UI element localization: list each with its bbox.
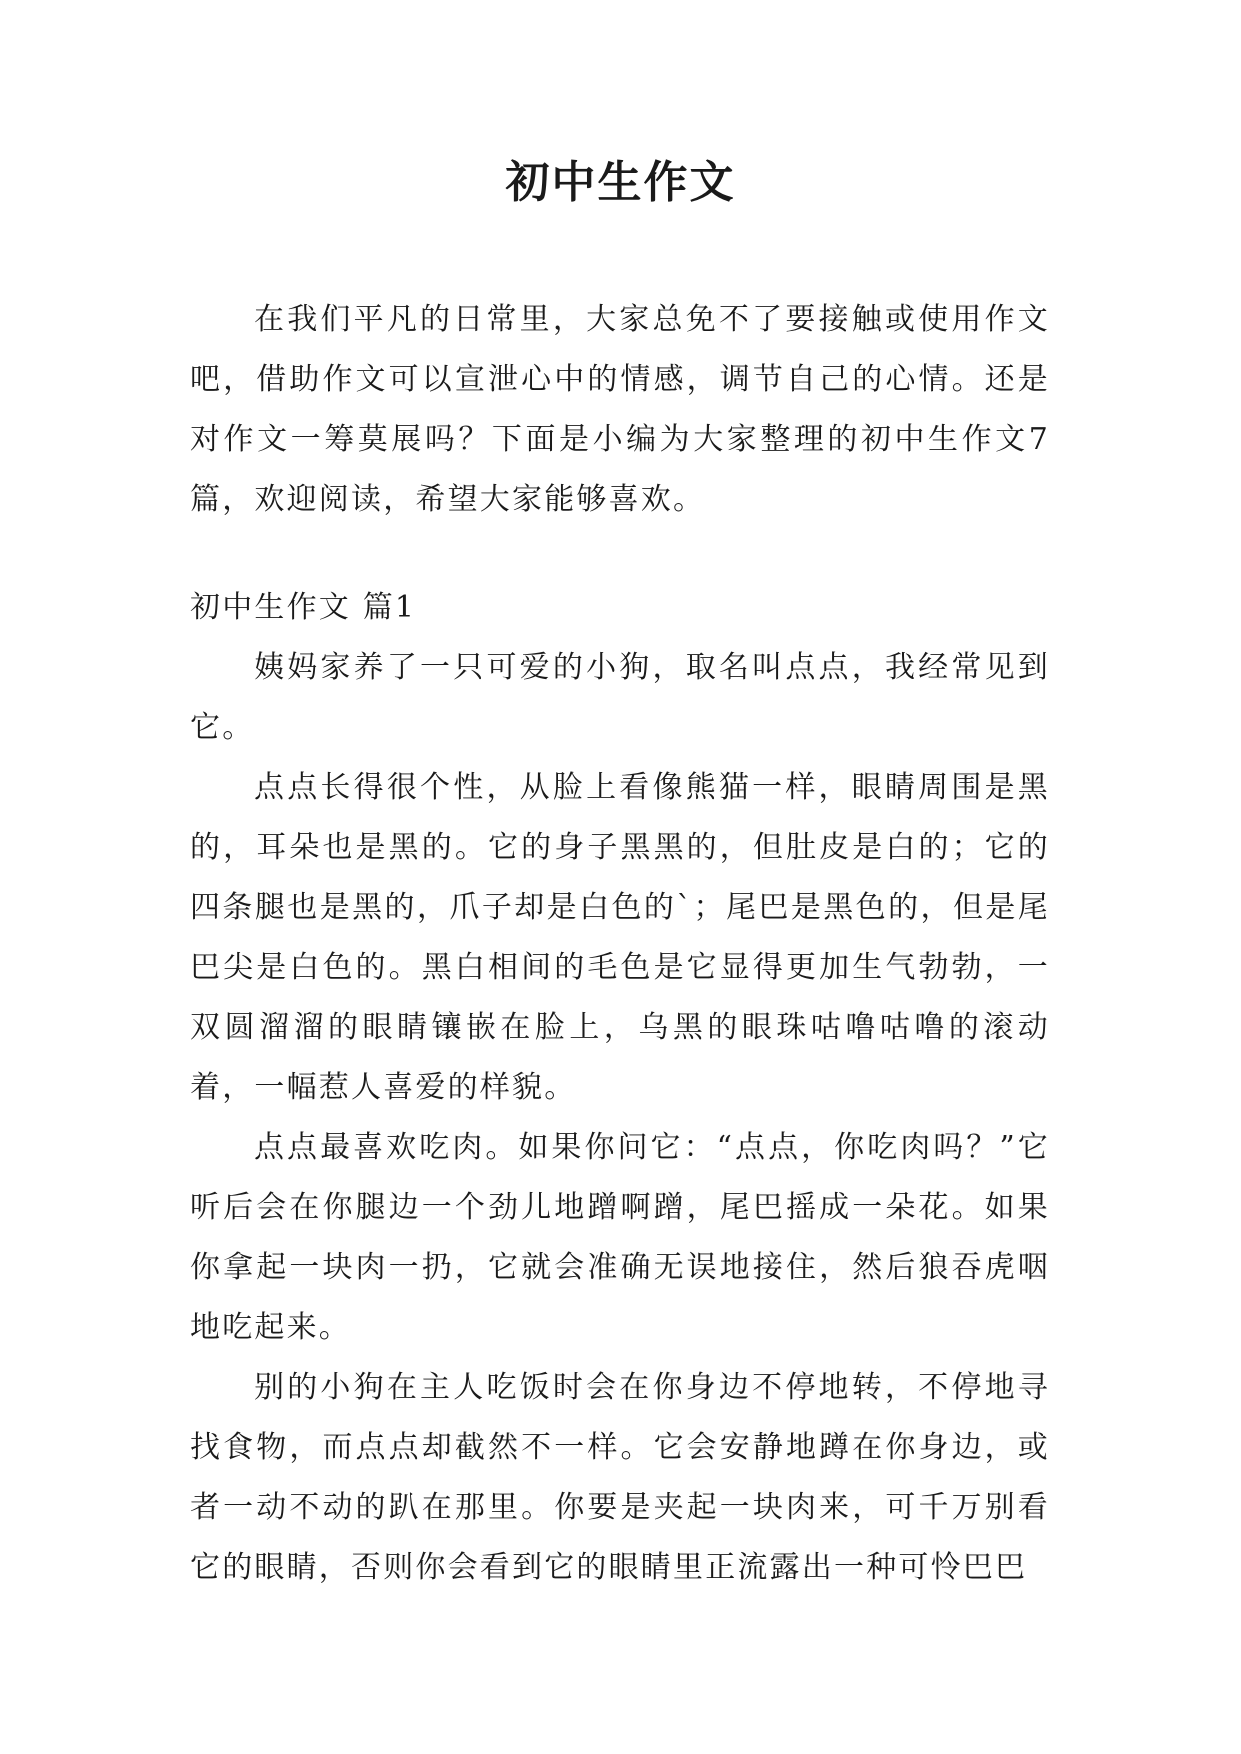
essay-body [190, 638, 1050, 1598]
document-title: 初中生作文 [505, 157, 736, 208]
essay-paragraph: 点点长得很个性，从脸上看像熊猫一样，眼睛周围是黑的，耳朵也是黑的。它的身子黑黑的，但肚皮是白的；它的四条腿也是黑的，爪子却是白色的`；尾巴是黑色的，但是尾巴尖是白色的。黑白相间的毛色是它显得更加生气勃勃，一双圆溜溜的眼睛镶嵌在脸上，乌黑的眼珠咕噜咕噜的滚动着，一幅惹人喜爱的样貌。 [190, 770, 1050, 1105]
section-heading: 初中生作文 篇1 [190, 590, 417, 625]
essay-paragraph: 姨妈家养了一只可爱的小狗，取名叫点点，我经常见到它。 [190, 650, 1050, 745]
intro-paragraph: 在我们平凡的日常里，大家总免不了要接触或使用作文吧，借助作文可以宣泄心中的情感，调节自己的心情。还是对作文一筹莫展吗？下面是小编为大家整理的初中生作文7篇，欢迎阅读，希望大家能够喜欢。 [190, 302, 1050, 517]
essay-paragraph: 别的小狗在主人吃饭时会在你身边不停地转，不停地寻找食物，而点点却截然不一样。它会安静地蹲在你身边，或者一动不动的趴在那里。你要是夹起一块肉来，可千万别看它的眼睛，否则你会看到它的眼睛里正流露出一种可怜巴巴 [190, 1370, 1050, 1585]
essay-paragraph: 点点最喜欢吃肉。如果你问它：“点点，你吃肉吗？”它听后会在你腿边一个劲儿地蹭啊蹭，尾巴摇成一朵花。如果你拿起一块肉一扔，它就会准确无误地接住，然后狼吞虎咽地吃起来。 [190, 1130, 1050, 1345]
